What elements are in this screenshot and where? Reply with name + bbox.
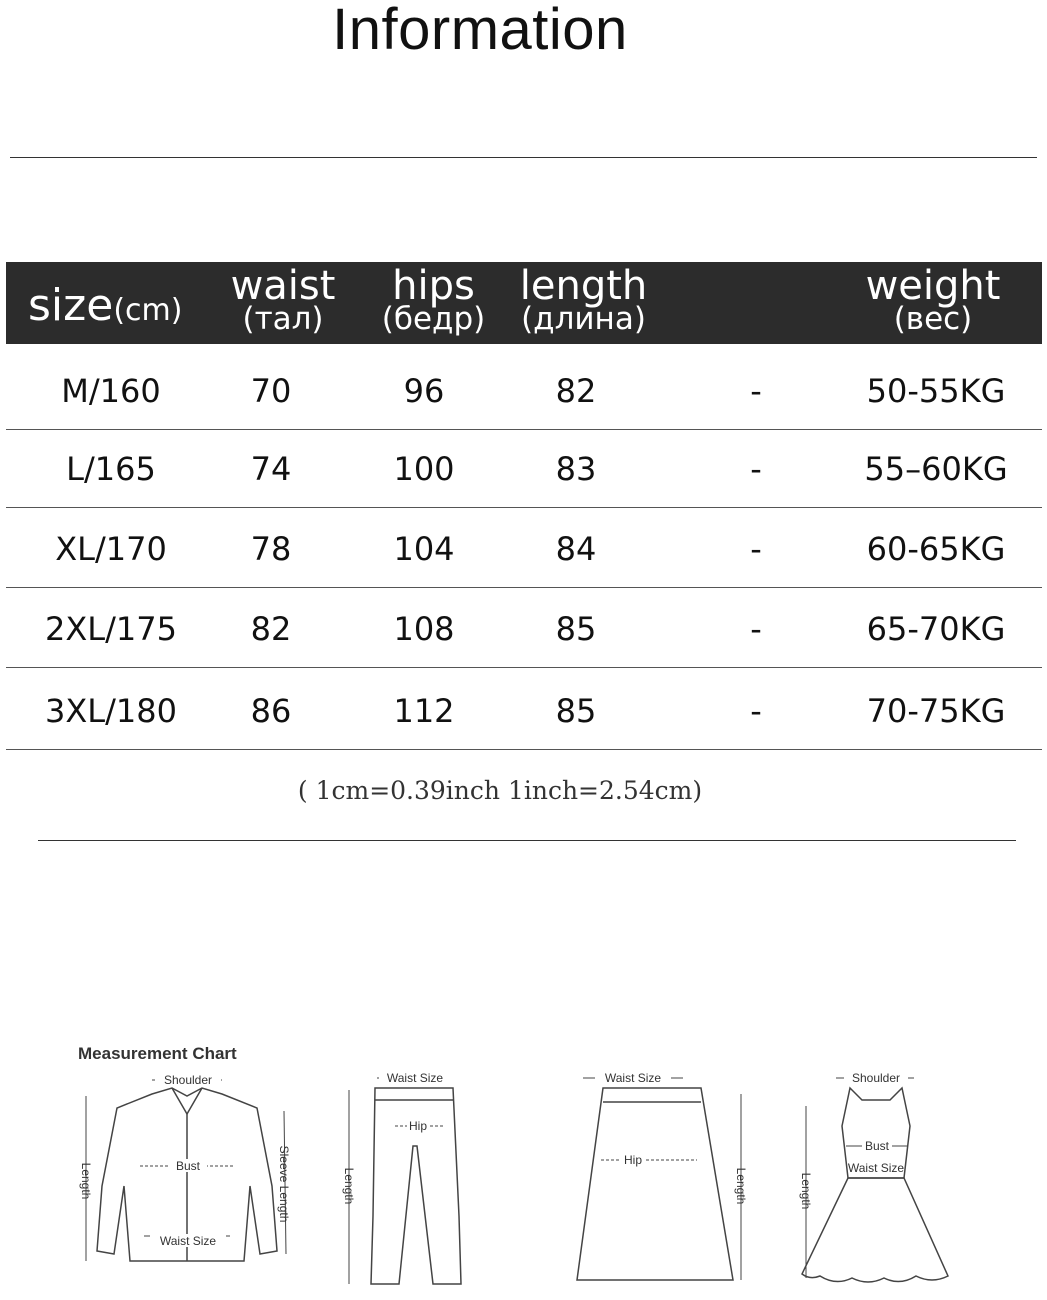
table-row <box>6 672 1042 750</box>
header-weight <box>854 263 1012 337</box>
dress-waist-label: Waist Size <box>847 1161 905 1175</box>
skirt-diagram <box>565 1066 755 1291</box>
cell-size: L/165 <box>66 450 156 488</box>
row-divider <box>6 507 1042 508</box>
row-divider <box>6 587 1042 588</box>
pants-hip-label: Hip <box>408 1119 428 1133</box>
header-length-label: length <box>519 263 648 309</box>
header-weight-label: weight <box>865 263 1001 309</box>
pants-diagram <box>335 1066 475 1291</box>
cell-weight: 55–60KG <box>864 450 1008 488</box>
row-divider <box>6 667 1042 668</box>
cell-waist: 82 <box>250 610 292 648</box>
cell-hips: 96 <box>403 372 445 410</box>
cell-hips: 108 <box>393 610 455 648</box>
dress-length-label: Length <box>799 1172 813 1210</box>
pants-length-label: Length <box>342 1167 356 1205</box>
header-waist-label: waist <box>230 263 336 309</box>
cell-length: 83 <box>555 450 597 488</box>
cell-length: 85 <box>555 692 597 730</box>
top-divider <box>10 157 1037 158</box>
dress-diagram <box>792 1066 957 1291</box>
cell-dash: - <box>750 372 762 410</box>
cell-weight: 65-70KG <box>866 610 1006 648</box>
header-size-unit: (cm) <box>113 293 183 328</box>
shirt-sleeve-label: Sleeve Length <box>277 1145 291 1223</box>
cell-weight: 60-65KG <box>866 530 1006 568</box>
dress-skirt <box>802 1178 948 1282</box>
cell-weight: 70-75KG <box>866 692 1006 730</box>
dress-shoulder-label: Shoulder <box>851 1071 901 1085</box>
skirt-outline <box>577 1088 733 1280</box>
shirt-bust-label: Bust <box>175 1159 201 1173</box>
header-length-ru: (длина) <box>521 301 646 337</box>
measurement-chart-title: Measurement Chart <box>78 1044 237 1063</box>
pants-waist-label: Waist Size <box>386 1071 444 1085</box>
cell-waist: 78 <box>250 530 292 568</box>
table-header <box>6 262 1042 344</box>
cell-weight: 50-55KG <box>866 372 1006 410</box>
cell-size: 2XL/175 <box>45 610 177 648</box>
shirt-length-label: Length <box>79 1162 93 1200</box>
row-divider <box>6 749 1042 750</box>
shirt-diagram <box>72 1066 302 1286</box>
bottom-divider <box>38 840 1016 841</box>
shirt-waist-label: Waist Size <box>159 1234 217 1248</box>
cell-dash: - <box>750 610 762 648</box>
cell-size: M/160 <box>61 372 161 410</box>
cell-hips: 104 <box>393 530 455 568</box>
cell-dash: - <box>750 530 762 568</box>
pants-outline <box>371 1088 461 1284</box>
header-length <box>511 263 656 337</box>
cell-size: XL/170 <box>55 530 167 568</box>
cell-waist: 74 <box>250 450 292 488</box>
cell-dash: - <box>750 450 762 488</box>
table-row <box>6 510 1042 588</box>
cell-size: 3XL/180 <box>45 692 177 730</box>
skirt-hip-label: Hip <box>623 1153 643 1167</box>
cell-length: 85 <box>555 610 597 648</box>
table-row <box>6 352 1042 430</box>
header-hips <box>371 263 496 337</box>
skirt-length-label: Length <box>734 1167 748 1205</box>
cell-dash: - <box>750 692 762 730</box>
header-hips-ru: (бедр) <box>381 301 486 337</box>
cell-waist: 86 <box>250 692 292 730</box>
header-hips-label: hips <box>392 263 475 309</box>
table-row <box>6 590 1042 668</box>
cell-length: 82 <box>555 372 597 410</box>
cell-waist: 70 <box>250 372 292 410</box>
table-row <box>6 430 1042 508</box>
shirt-shoulder-label: Shoulder <box>163 1073 213 1087</box>
dress-bust-label: Bust <box>864 1139 890 1153</box>
page-title: Information <box>332 0 628 62</box>
conversion-note: ( 1cm=0.39inch 1inch=2.54cm) <box>297 776 703 805</box>
header-size-label: size <box>28 280 114 331</box>
header-waist-ru: (тал) <box>242 301 324 337</box>
header-weight-ru: (вес) <box>893 301 973 337</box>
header-waist <box>218 263 348 337</box>
shirt-collar <box>172 1088 202 1114</box>
cell-hips: 100 <box>393 450 455 488</box>
cell-hips: 112 <box>393 692 455 730</box>
header-size <box>28 280 183 331</box>
skirt-waist-label: Waist Size <box>604 1071 662 1085</box>
cell-length: 84 <box>555 530 597 568</box>
